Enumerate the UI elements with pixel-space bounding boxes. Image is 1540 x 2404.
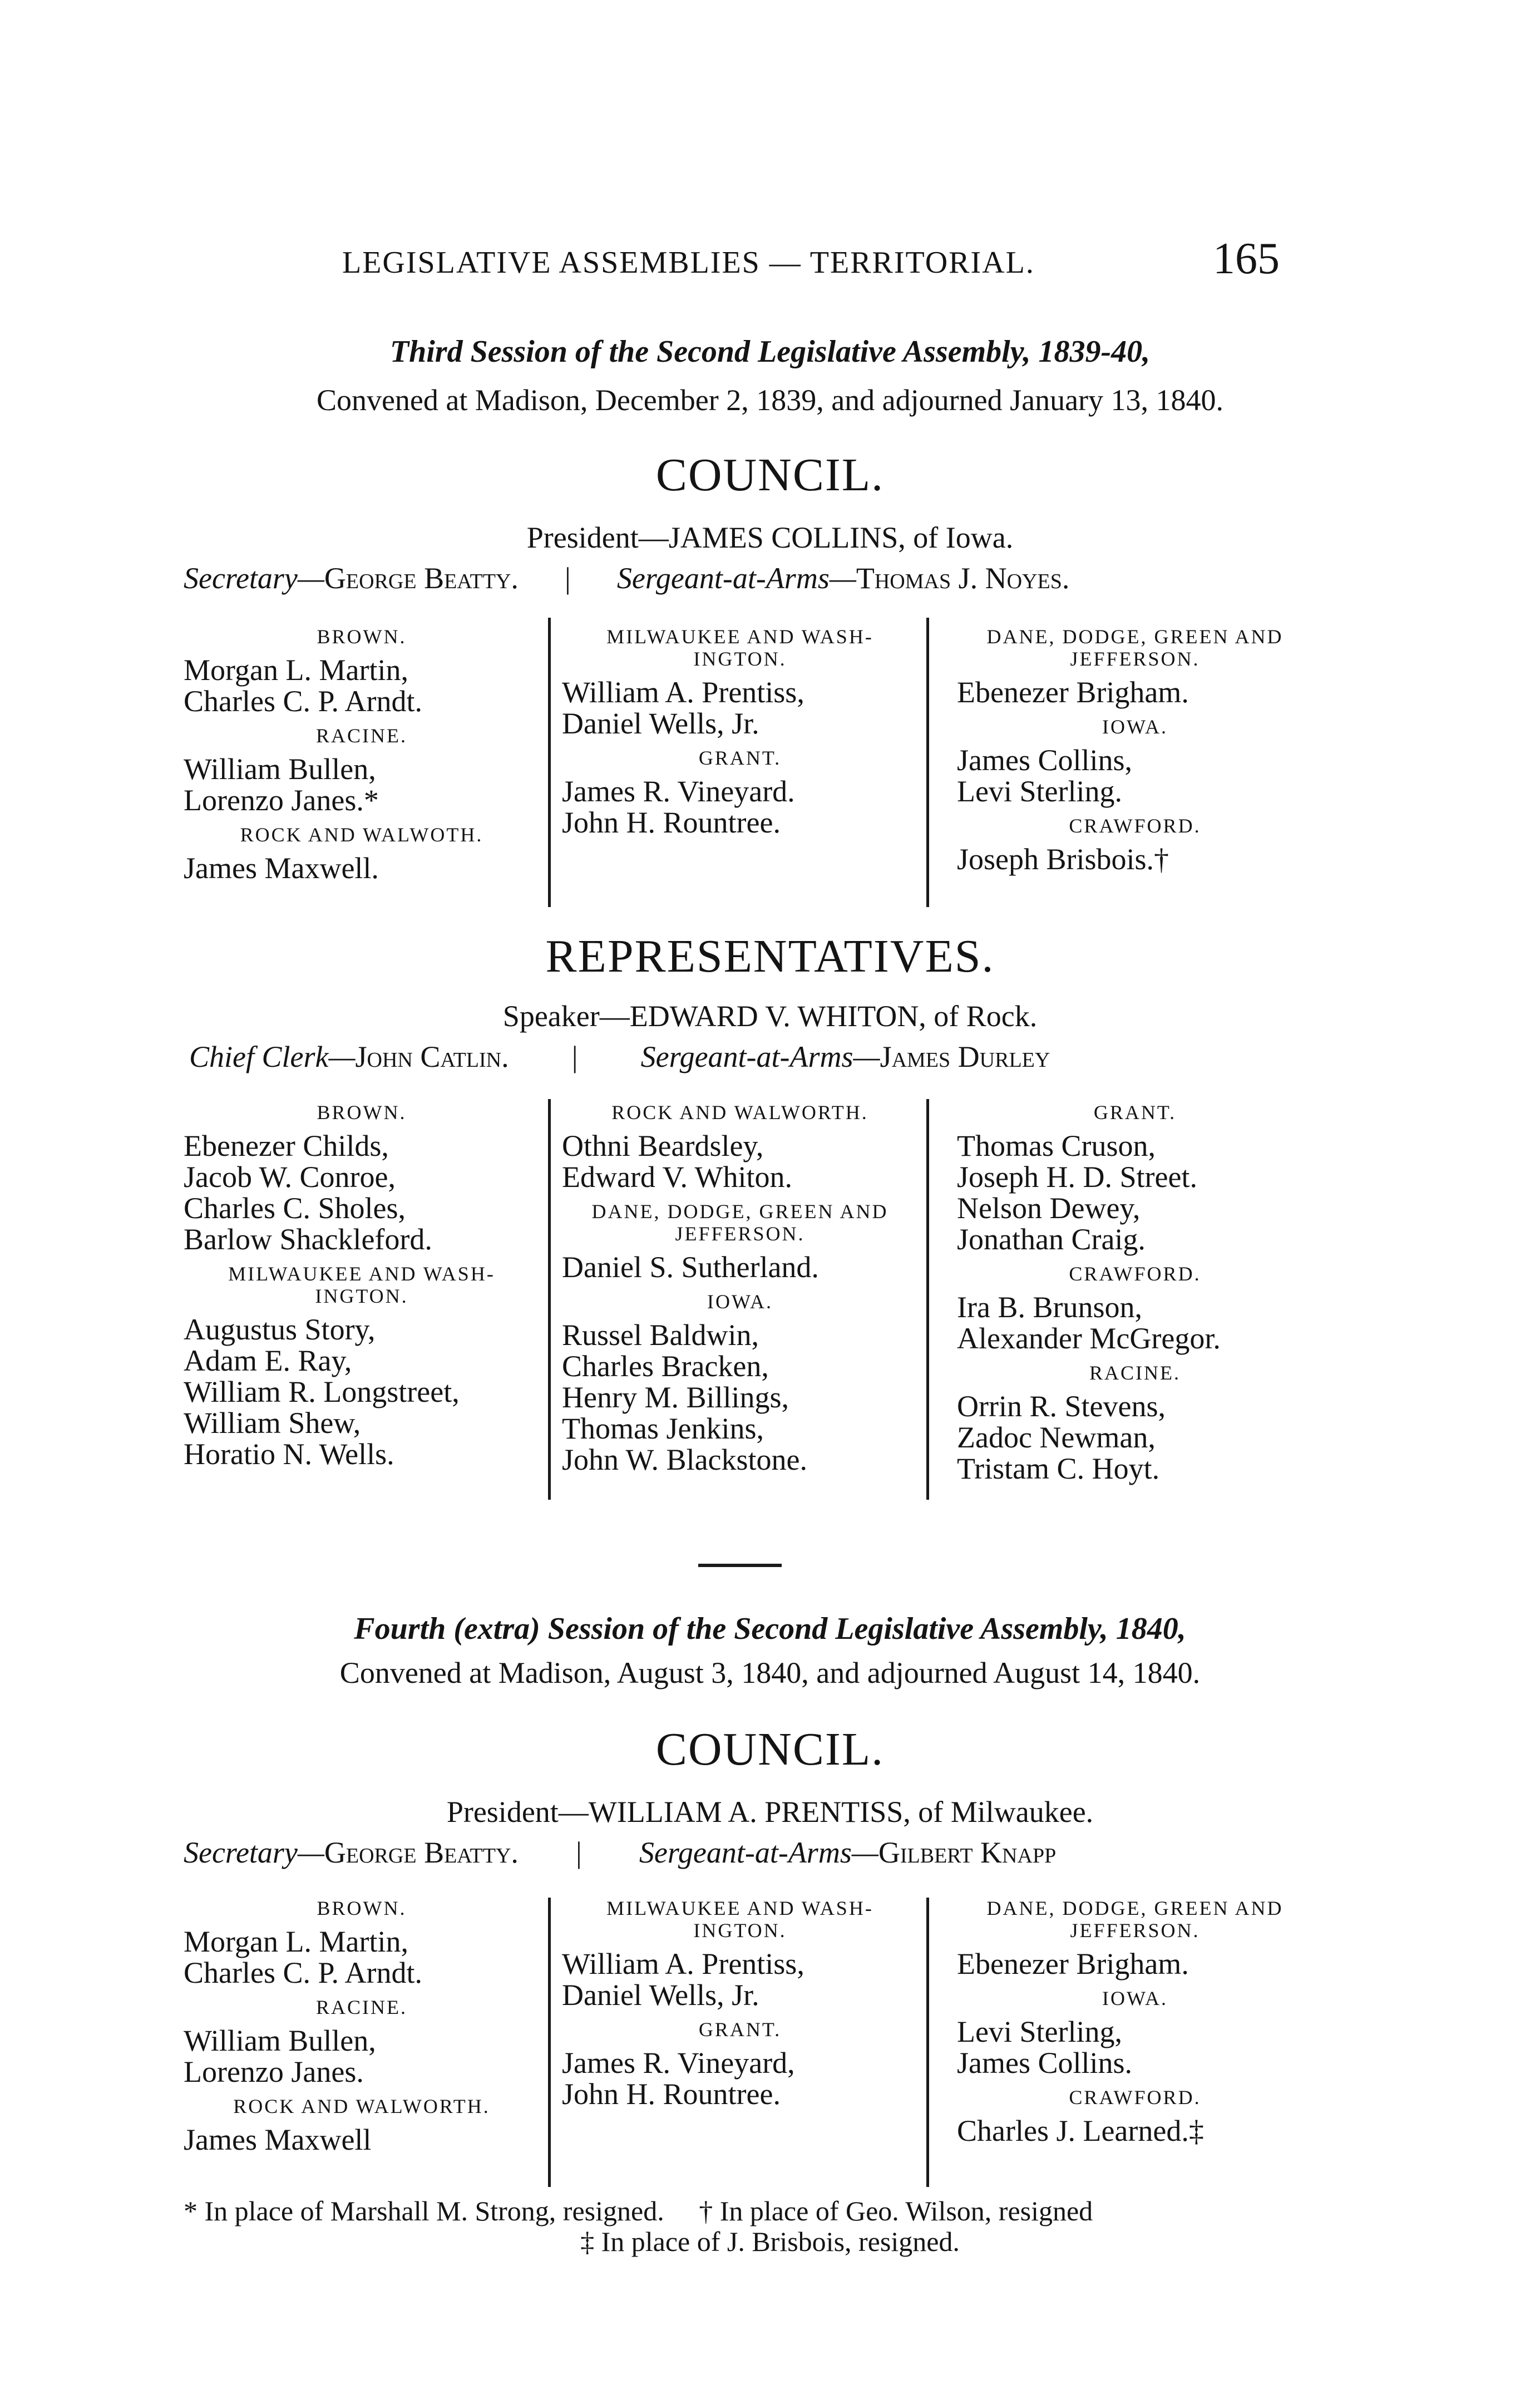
district-heading: RACINE. [316, 725, 407, 747]
member-name: Lorenzo Janes.* [184, 784, 379, 817]
member-name: James R. Vineyard. [562, 775, 795, 808]
divider: | [571, 1040, 578, 1073]
member-name: Charles Bracken, [562, 1349, 769, 1383]
district-heading: BROWN. [317, 1897, 407, 1919]
footnote-line-1: * In place of Marshall M. Strong, resigned. † In place of Geo. Wilson, resigned [184, 2195, 1093, 2226]
third-council-col-2 [562, 618, 918, 838]
member-list [562, 677, 918, 739]
member-name: James R. Vineyard, [562, 2046, 795, 2080]
member-name: Charles C. P. Arndt. [184, 1956, 423, 1989]
member-name: William A. Prentiss, [562, 676, 804, 709]
fourth-council-president: President—WILLIAM A. PRENTISS, of Milwaukee. [446, 1795, 1094, 1829]
fourth-session-title: Fourth (extra) Session of the Second Legislative Assembly, 1840, [354, 1612, 1186, 1646]
member-name: William Shew, [184, 1406, 361, 1440]
district-heading: MILWAUKEE AND WASH-INGTON. [606, 625, 873, 670]
member-list [184, 1130, 540, 1255]
clerk-label: Chief Clerk— [189, 1040, 356, 1073]
district-heading: GRANT. [1093, 1101, 1177, 1124]
district-heading: IOWA. [1102, 1987, 1168, 2009]
representatives-heading: REPRESENTATIVES. [545, 930, 995, 982]
member-name: Morgan L. Martin, [184, 1925, 408, 1958]
member-list [184, 753, 540, 816]
divider: | [565, 561, 571, 595]
member-name: Ira B. Brunson, [957, 1290, 1142, 1324]
member-name: Daniel S. Sutherland. [562, 1250, 819, 1284]
member-list [957, 2016, 1313, 2078]
member-name: Orrin R. Stevens, [957, 1390, 1166, 1423]
fourth-session-convened: Convened at Madison, August 3, 1840, and adjourned August 14, 1840. [339, 1656, 1201, 1689]
member-name: Lorenzo Janes. [184, 2055, 364, 2088]
member-name: John W. Blackstone. [562, 1443, 807, 1476]
clerk-name: John Catlin. [355, 1040, 509, 1073]
member-name: Jacob W. Conroe, [184, 1160, 396, 1194]
third-council-president: President—JAMES COLLINS, of Iowa. [526, 521, 1014, 554]
district-heading: GRANT. [698, 747, 782, 769]
member-name: Joseph Brisbois.† [957, 843, 1169, 876]
sergeant-name: James Durley [880, 1040, 1050, 1073]
member-name: Henry M. Billings, [562, 1381, 789, 1414]
sergeant-name: Thomas J. Noyes. [856, 561, 1070, 595]
member-name: Adam E. Ray, [184, 1344, 352, 1377]
member-list [562, 1130, 918, 1193]
member-list [957, 677, 1313, 708]
member-name: William Bullen, [184, 752, 376, 786]
member-name: William Bullen, [184, 2024, 376, 2057]
member-name: James Collins, [957, 743, 1133, 777]
member-name: James Maxwell [184, 2123, 372, 2156]
district-heading: BROWN. [317, 1101, 407, 1124]
member-name: James Collins. [957, 2046, 1133, 2080]
member-name: William A. Prentiss, [562, 1947, 804, 1981]
member-name: Ebenezer Brigham. [957, 1947, 1189, 1981]
member-list [184, 1314, 540, 1470]
district-heading: BROWN. [317, 625, 407, 648]
sergeant-name: Gilbert Knapp [878, 1836, 1057, 1869]
member-name: Tristam C. Hoyt. [957, 1452, 1160, 1485]
third-council-officers [184, 561, 1363, 595]
sergeant-label: Sergeant-at-Arms— [640, 1040, 880, 1073]
secretary-name: George Beatty. [324, 561, 519, 595]
member-list [957, 1292, 1313, 1354]
member-name: Barlow Shackleford. [184, 1223, 432, 1256]
district-heading: DANE, DODGE, GREEN AND JEFFERSON. [986, 1897, 1284, 1942]
member-name: James Maxwell. [184, 851, 379, 885]
column-rule [548, 618, 551, 907]
member-list [562, 1319, 918, 1475]
member-name: Morgan L. Martin, [184, 653, 408, 687]
member-list [957, 745, 1313, 807]
member-list [957, 1948, 1313, 1979]
member-list [562, 1252, 918, 1283]
running-title: LEGISLATIVE ASSEMBLIES — TERRITORIAL. [342, 245, 1035, 280]
member-list [184, 2124, 540, 2155]
column-rule [926, 618, 929, 907]
district-heading: CRAWFORD. [1069, 815, 1201, 837]
district-heading: ROCK AND WALWORTH. [611, 1101, 868, 1124]
third-council-col-1 [184, 618, 540, 884]
column-rule [926, 1099, 929, 1500]
member-name: John H. Rountree. [562, 806, 781, 839]
column-rule [926, 1898, 929, 2187]
member-list [562, 776, 918, 838]
member-list [957, 844, 1313, 875]
member-list [957, 1391, 1313, 1484]
member-name: Othni Beardsley, [562, 1129, 764, 1162]
member-name: Daniel Wells, Jr. [562, 707, 759, 740]
district-heading: GRANT. [698, 2018, 782, 2041]
member-list [184, 2025, 540, 2087]
third-session-title: Third Session of the Second Legislative Assembly, 1839-40, [389, 334, 1151, 369]
fourth-council-col-1 [184, 1889, 540, 2155]
member-name: Nelson Dewey, [957, 1191, 1141, 1225]
district-heading: DANE, DODGE, GREEN AND JEFFERSON. [986, 625, 1284, 670]
member-name: William R. Longstreet, [184, 1375, 460, 1408]
member-name: Levi Sterling, [957, 2015, 1122, 2048]
district-heading: ROCK AND WALWORTH. [233, 2095, 490, 2117]
member-name: Levi Sterling. [957, 775, 1122, 808]
footnote-line-2: ‡ In place of J. Brisbois, resigned. [580, 2226, 960, 2257]
column-rule [548, 1099, 551, 1500]
district-heading: IOWA. [707, 1290, 773, 1313]
speaker-line: Speaker—EDWARD V. WHITON, of Rock. [502, 999, 1038, 1033]
fourth-council-heading: COUNCIL. [655, 1723, 885, 1775]
district-heading: DANE, DODGE, GREEN AND JEFFERSON. [591, 1200, 889, 1245]
member-name: Thomas Jenkins, [562, 1412, 764, 1445]
divider: | [576, 1836, 582, 1869]
district-heading: RACINE. [1089, 1362, 1181, 1384]
member-list [562, 1948, 918, 2011]
member-list [184, 1926, 540, 1988]
page-number: 165 [1213, 234, 1280, 283]
member-name: Charles C. Sholes, [184, 1191, 406, 1225]
member-name: Alexander McGregor. [957, 1322, 1221, 1355]
secretary-label: Secretary— [184, 561, 324, 595]
member-name: John H. Rountree. [562, 2077, 781, 2111]
member-name: Ebenezer Brigham. [957, 676, 1189, 709]
fourth-council-officers [184, 1835, 1363, 1870]
member-name: Russel Baldwin, [562, 1318, 759, 1352]
reps-col-2 [562, 1093, 918, 1475]
fourth-council-col-3 [957, 1889, 1313, 2146]
member-list [957, 1130, 1313, 1255]
reps-col-1 [184, 1093, 540, 1470]
member-name: Ebenezer Childs, [184, 1129, 389, 1162]
member-name: Thomas Cruson, [957, 1129, 1156, 1162]
member-name: Charles J. Learned.‡ [957, 2114, 1204, 2147]
third-council-heading: COUNCIL. [655, 449, 885, 501]
member-list [184, 853, 540, 884]
member-name: Charles C. P. Arndt. [184, 684, 423, 718]
member-list [562, 2047, 918, 2110]
member-name: Daniel Wells, Jr. [562, 1978, 759, 2012]
sergeant-label: Sergeant-at-Arms— [616, 561, 856, 595]
reps-col-3 [957, 1093, 1313, 1484]
member-name: Zadoc Newman, [957, 1421, 1156, 1454]
district-heading: CRAWFORD. [1069, 1263, 1201, 1285]
fourth-council-col-2 [562, 1889, 918, 2110]
representatives-officers [189, 1040, 1369, 1074]
column-rule [548, 1898, 551, 2187]
section-separator [698, 1564, 782, 1567]
member-name: Joseph H. D. Street. [957, 1160, 1197, 1194]
member-list [957, 2115, 1313, 2146]
member-name: Edward V. Whiton. [562, 1160, 792, 1194]
secretary-name: George Beatty. [324, 1836, 519, 1869]
member-name: Horatio N. Wells. [184, 1437, 394, 1471]
third-council-col-3 [957, 618, 1313, 875]
secretary-label: Secretary— [184, 1836, 324, 1869]
sergeant-label: Sergeant-at-Arms— [639, 1836, 878, 1869]
member-name: Augustus Story, [184, 1313, 376, 1346]
member-name: Jonathan Craig. [957, 1223, 1146, 1256]
district-heading: IOWA. [1102, 716, 1168, 738]
district-heading: CRAWFORD. [1069, 2086, 1201, 2109]
district-heading: MILWAUKEE AND WASH-INGTON. [606, 1897, 873, 1942]
district-heading: ROCK AND WALWOTH. [240, 824, 483, 846]
district-heading: RACINE. [316, 1996, 407, 2018]
third-session-convened: Convened at Madison, December 2, 1839, and adjourned January 13, 1840. [316, 383, 1224, 417]
district-heading: MILWAUKEE AND WASH-INGTON. [228, 1263, 495, 1307]
member-list [184, 654, 540, 717]
